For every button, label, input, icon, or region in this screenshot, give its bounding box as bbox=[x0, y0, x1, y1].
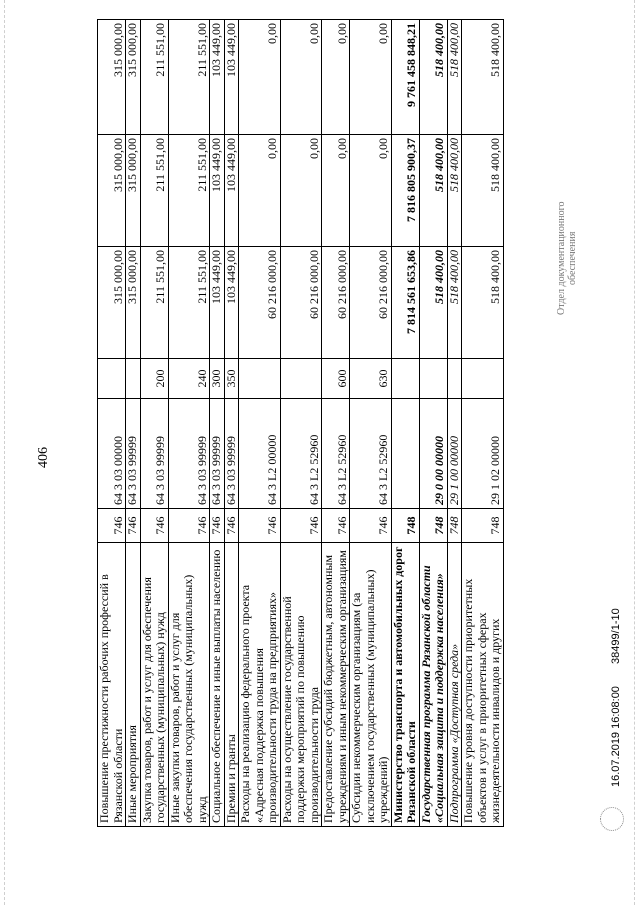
scan-edge-top bbox=[4, 0, 5, 905]
row-vr-code bbox=[419, 359, 447, 399]
row-value-1: 60 216 000,00 bbox=[280, 247, 322, 359]
row-name: Предоставление субсидий бюджетным, автономным учреждениям и иным некоммерческим организациям bbox=[322, 543, 350, 827]
row-value-1: 211 551,00 bbox=[140, 247, 168, 359]
row-value-2: 518 400,00 bbox=[419, 135, 447, 247]
row-vr-code bbox=[280, 359, 322, 399]
page-number: 406 bbox=[36, 447, 51, 468]
row-cs-code: 29 1 00 00000 bbox=[447, 399, 462, 509]
row-value-1: 518 400,00 bbox=[447, 247, 462, 359]
row-value-3: 0,00 bbox=[350, 20, 392, 135]
row-cs-code bbox=[391, 399, 419, 509]
row-value-2: 103 449,00 bbox=[210, 135, 225, 247]
row-vr-code: 240 bbox=[168, 359, 210, 399]
row-name: Повышение престижности рабочих профессий в Рязанской области bbox=[98, 543, 126, 827]
row-name: Иные закупки товаров, работ и услуг для обеспечения государственных (муниципальных) нужд bbox=[168, 543, 210, 827]
row-value-2: 7 816 805 900,37 bbox=[391, 135, 419, 247]
row-value-3: 518 400,00 bbox=[419, 20, 447, 135]
stamp-line-1: Отдел документационного bbox=[556, 201, 567, 315]
row-value-2: 0,00 bbox=[239, 135, 281, 247]
footer-code: 38499/1-10 bbox=[610, 608, 622, 664]
department-stamp bbox=[556, 202, 578, 315]
row-gr-code: 746 bbox=[126, 509, 141, 543]
row-vr-code: 630 bbox=[350, 359, 392, 399]
row-cs-code: 29 1 02 00000 bbox=[462, 399, 504, 509]
table-row bbox=[391, 20, 419, 827]
row-value-3: 518 400,00 bbox=[447, 20, 462, 135]
row-cs-code: 64 3 L2 52960 bbox=[322, 399, 350, 509]
row-vr-code: 350 bbox=[224, 359, 239, 399]
table-row bbox=[350, 20, 392, 827]
table-row bbox=[462, 20, 504, 827]
table-row bbox=[239, 20, 281, 827]
row-gr-code: 748 bbox=[419, 509, 447, 543]
row-gr-code: 746 bbox=[140, 509, 168, 543]
row-gr-code: 748 bbox=[462, 509, 504, 543]
row-gr-code: 748 bbox=[391, 509, 419, 543]
row-name: Расходы на реализацию федерального проекта «Адресная поддержка повышения производительности труда на предприятиях» bbox=[239, 543, 281, 827]
row-vr-code: 600 bbox=[322, 359, 350, 399]
row-cs-code: 64 3 03 99999 bbox=[224, 399, 239, 509]
row-cs-code: 64 3 L2 52960 bbox=[280, 399, 322, 509]
row-name: Иные мероприятия bbox=[126, 543, 141, 827]
row-value-2: 0,00 bbox=[280, 135, 322, 247]
table-row bbox=[126, 20, 141, 827]
row-value-3: 0,00 bbox=[322, 20, 350, 135]
row-name: Министерство транспорта и автомобильных дорог Рязанской области bbox=[391, 543, 419, 827]
row-value-2: 315 000,00 bbox=[126, 135, 141, 247]
row-value-2: 103 449,00 bbox=[224, 135, 239, 247]
row-gr-code: 748 bbox=[447, 509, 462, 543]
row-gr-code: 746 bbox=[239, 509, 281, 543]
row-name: Премии и гранты bbox=[224, 543, 239, 827]
footer bbox=[610, 608, 622, 787]
row-gr-code: 746 bbox=[168, 509, 210, 543]
row-vr-code: 200 bbox=[140, 359, 168, 399]
row-cs-code: 64 3 03 99999 bbox=[126, 399, 141, 509]
row-name: Расходы на осуществление государственной поддержки мероприятий по повышению производительности труда bbox=[280, 543, 322, 827]
row-vr-code bbox=[126, 359, 141, 399]
row-value-1: 103 449,00 bbox=[224, 247, 239, 359]
scan-edge-bottom bbox=[634, 0, 635, 905]
row-vr-code: 300 bbox=[210, 359, 225, 399]
row-value-1: 211 551,00 bbox=[168, 247, 210, 359]
row-vr-code bbox=[391, 359, 419, 399]
row-value-1: 518 400,00 bbox=[419, 247, 447, 359]
row-value-2: 0,00 bbox=[350, 135, 392, 247]
row-value-3: 315 000,00 bbox=[126, 20, 141, 135]
row-cs-code: 64 3 03 99999 bbox=[210, 399, 225, 509]
row-cs-code: 64 3 03 99999 bbox=[168, 399, 210, 509]
row-vr-code bbox=[98, 359, 126, 399]
row-value-1: 315 000,00 bbox=[126, 247, 141, 359]
row-value-1: 60 216 000,00 bbox=[350, 247, 392, 359]
table-row bbox=[224, 20, 239, 827]
row-name: Субсидии некоммерческим организациям (за исключением государственных (муниципальных) учреждений) bbox=[350, 543, 392, 827]
row-gr-code: 746 bbox=[98, 509, 126, 543]
stamp-line-2: обеспечения bbox=[567, 231, 578, 285]
row-value-3: 315 000,00 bbox=[98, 20, 126, 135]
row-value-3: 518 400,00 bbox=[462, 20, 504, 135]
row-value-3: 0,00 bbox=[280, 20, 322, 135]
budget-table bbox=[97, 19, 504, 827]
row-value-1: 518 400,00 bbox=[462, 247, 504, 359]
row-gr-code: 746 bbox=[350, 509, 392, 543]
row-gr-code: 746 bbox=[322, 509, 350, 543]
row-gr-code: 746 bbox=[280, 509, 322, 543]
row-name: Повышение уровня доступности приоритетных объектов и услуг в приоритетных сферах жизнедеятельности инвалидов и других bbox=[462, 543, 504, 827]
row-value-2: 0,00 bbox=[322, 135, 350, 247]
table-row bbox=[210, 20, 225, 827]
row-value-2: 518 400,00 bbox=[462, 135, 504, 247]
row-vr-code bbox=[447, 359, 462, 399]
row-value-2: 315 000,00 bbox=[98, 135, 126, 247]
row-value-1: 60 216 000,00 bbox=[322, 247, 350, 359]
table-row bbox=[168, 20, 210, 827]
row-cs-code: 64 3 03 99999 bbox=[140, 399, 168, 509]
table-row bbox=[419, 20, 447, 827]
row-value-3: 103 449,00 bbox=[210, 20, 225, 135]
table-row bbox=[447, 20, 462, 827]
row-cs-code: 29 0 00 00000 bbox=[419, 399, 447, 509]
row-value-2: 518 400,00 bbox=[447, 135, 462, 247]
row-cs-code: 64 3 L2 52960 bbox=[350, 399, 392, 509]
row-value-3: 211 551,00 bbox=[168, 20, 210, 135]
table-row bbox=[98, 20, 126, 827]
row-value-2: 211 551,00 bbox=[140, 135, 168, 247]
row-vr-code bbox=[462, 359, 504, 399]
stamp-seal-icon bbox=[600, 807, 624, 831]
row-value-1: 60 216 000,00 bbox=[239, 247, 281, 359]
row-value-3: 9 761 458 848,21 bbox=[391, 20, 419, 135]
row-gr-code: 746 bbox=[224, 509, 239, 543]
row-vr-code bbox=[239, 359, 281, 399]
row-name: Государственная программа Рязанской области «Социальная защита и поддержка населения» bbox=[419, 543, 447, 827]
row-value-1: 315 000,00 bbox=[98, 247, 126, 359]
row-value-2: 211 551,00 bbox=[168, 135, 210, 247]
table-row bbox=[140, 20, 168, 827]
row-value-3: 0,00 bbox=[239, 20, 281, 135]
table-row bbox=[322, 20, 350, 827]
table-row bbox=[280, 20, 322, 827]
footer-datetime: 16.07.2019 16:08:00 bbox=[610, 686, 622, 787]
row-cs-code: 64 3 03 00000 bbox=[98, 399, 126, 509]
row-value-1: 7 814 561 653,86 bbox=[391, 247, 419, 359]
row-name: Подпрограмма «Доступная среда» bbox=[447, 543, 462, 827]
row-value-3: 211 551,00 bbox=[140, 20, 168, 135]
row-value-3: 103 449,00 bbox=[224, 20, 239, 135]
row-name: Закупка товаров, работ и услуг для обеспечения государственных (муниципальных) нужд bbox=[140, 543, 168, 827]
row-gr-code: 746 bbox=[210, 509, 225, 543]
row-cs-code: 64 3 L2 00000 bbox=[239, 399, 281, 509]
row-value-1: 103 449,00 bbox=[210, 247, 225, 359]
row-name: Социальное обеспечение и иные выплаты населению bbox=[210, 543, 225, 827]
